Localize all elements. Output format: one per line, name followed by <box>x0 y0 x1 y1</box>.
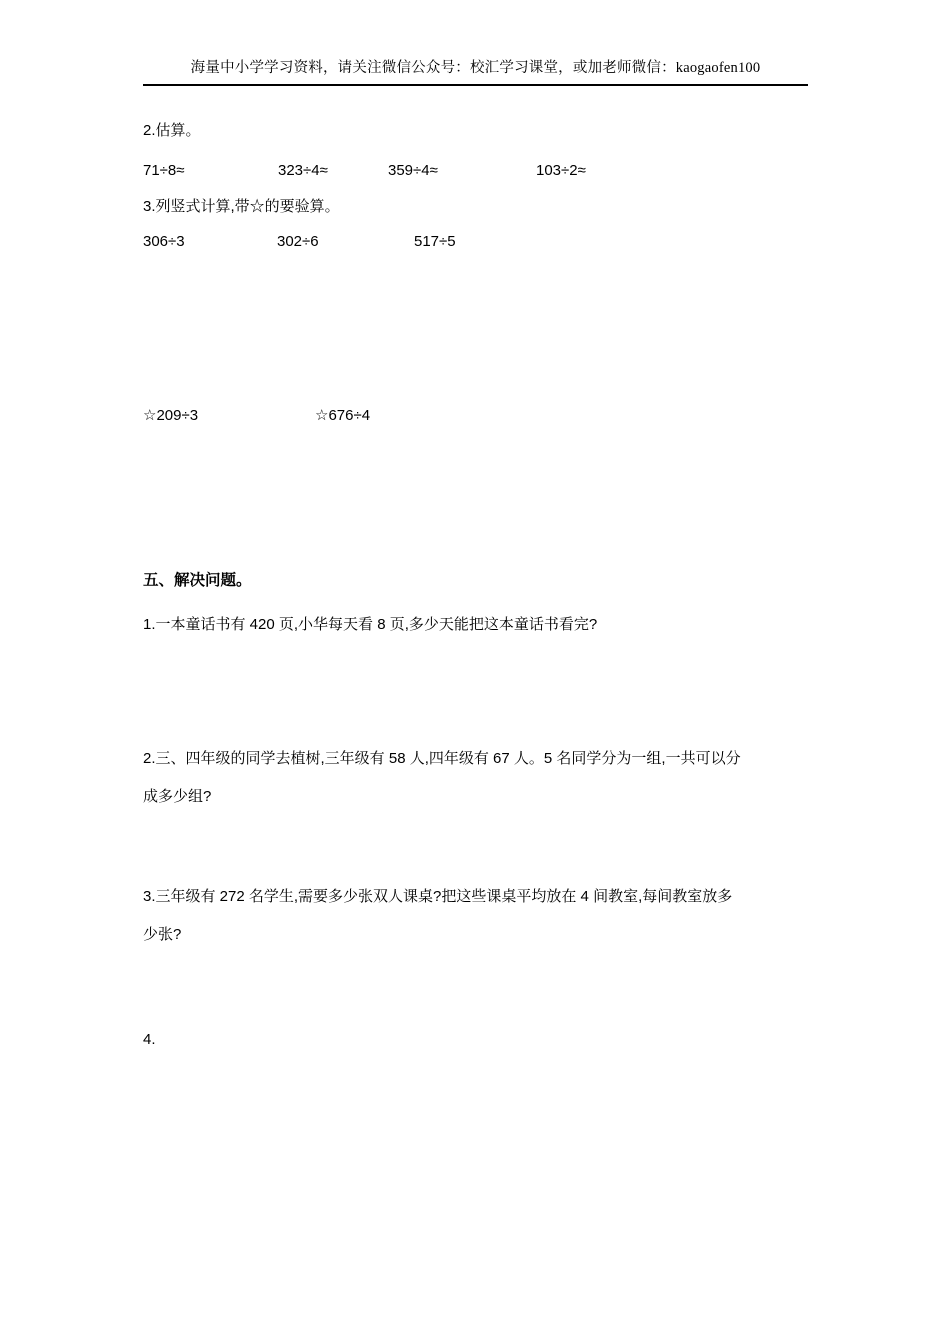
vertical-problem-1: 306÷3 <box>143 233 185 250</box>
estimate-problem-1: 71÷8≈ <box>143 162 185 179</box>
estimate-problem-2: 323÷4≈ <box>278 162 328 179</box>
word-problem-2-label: 2. <box>143 750 156 767</box>
word-problem-4-label: 4. <box>143 1031 156 1048</box>
vertical-problem-4: ☆209÷3 <box>143 407 199 424</box>
estimate-problem-4: 103÷2≈ <box>536 162 586 179</box>
word-problem-1 <box>143 608 863 642</box>
word-problem-2-line2: 成多少组? <box>143 788 212 805</box>
word-problem-3-line2: 少张? <box>143 926 182 943</box>
estimate-heading: 2.估算。 <box>143 122 201 139</box>
word-problem-3-label: 3. <box>143 888 156 905</box>
vertical-problem-3: 517÷5 <box>414 233 456 250</box>
word-problem-3-line1: 三年级有 272 名学生,需要多少张双人课桌?把这些课桌平均放在 4 间教室,每间教室放多 <box>155 888 733 905</box>
word-problem-3-continued <box>143 918 863 952</box>
word-problem-2-continued <box>143 780 863 814</box>
estimate-problem-row <box>143 160 656 182</box>
vertical-calc-row-2 <box>143 405 465 427</box>
word-problem-1-label: 1. <box>143 616 156 633</box>
estimate-problem-3: 359÷4≈ <box>388 162 438 179</box>
vertical-calc-row-1 <box>143 231 534 253</box>
word-problems-heading: 五、解决问题。 <box>143 572 252 589</box>
header-divider <box>143 84 808 86</box>
vertical-calc-heading: 3.列竖式计算,带☆的要验算。 <box>143 198 340 215</box>
word-problem-2-line1: 三、四年级的同学去植树,三年级有 58 人,四年级有 67 人。5 名同学分为一组,一共可以分 <box>155 750 741 767</box>
vertical-problem-2: 302÷6 <box>277 233 319 250</box>
word-problem-3 <box>143 880 863 914</box>
word-problem-2 <box>143 742 863 776</box>
word-problem-1-text: 一本童话书有 420 页,小华每天看 8 页,多少天能把这本童话书看完? <box>155 616 598 633</box>
page-header-text: 海量中小学学习资料，请关注微信公众号：校汇学习课堂，或加老师微信：kaogaofen100 <box>190 60 761 76</box>
word-problem-4 <box>143 1023 863 1057</box>
vertical-problem-5: ☆676÷4 <box>315 407 371 424</box>
